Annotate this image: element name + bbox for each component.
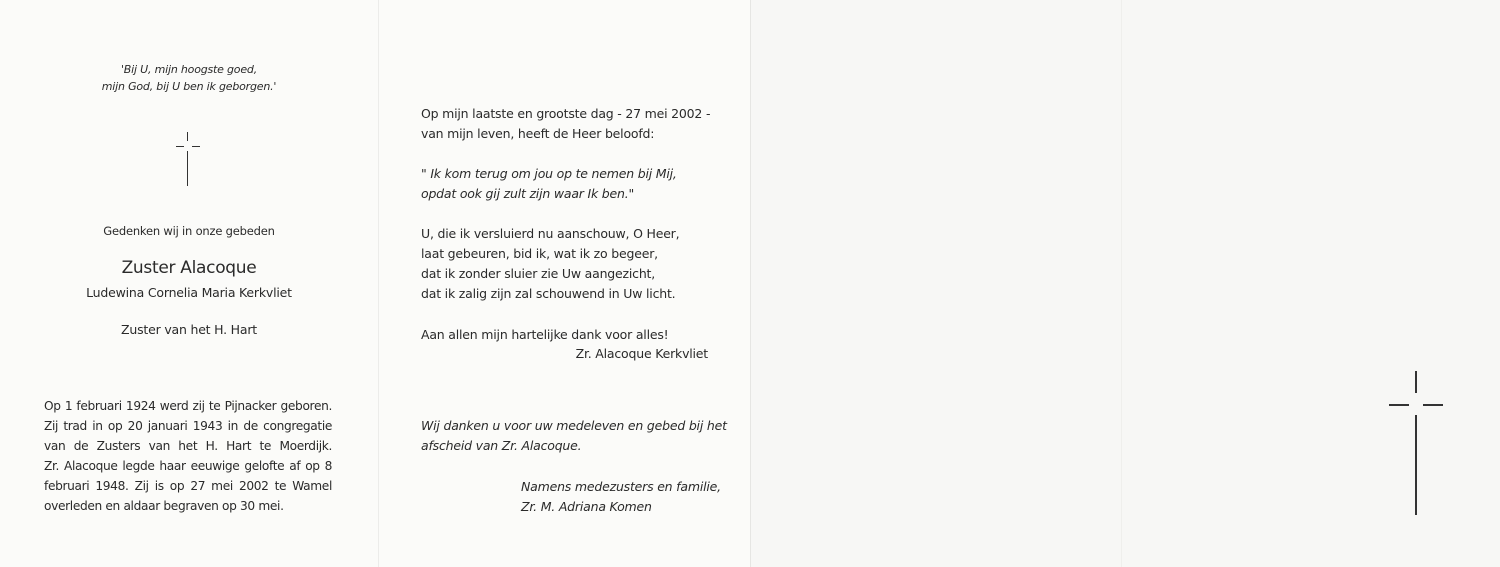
prayer-line: dat ik zonder sluier zie Uw aangezicht, xyxy=(421,266,656,281)
prayer-line: U, die ik versluierd nu aanschouw, O Heer, xyxy=(421,226,680,241)
bio-line: Zr. Alacoque legde haar eeuwige gelofte af op 8 xyxy=(44,459,332,473)
bio-line: februari 1948. Zij is op 27 mei 2002 te Wamel xyxy=(44,479,332,493)
signature: Zr. Alacoque Kerkvliet xyxy=(575,346,708,361)
intro-line-2: van mijn leven, heeft de Heer beloofd: xyxy=(421,126,655,141)
thanks-text: Aan allen mijn hartelijke dank voor alles! xyxy=(421,327,669,342)
prayer-line: laat gebeuren, bid ik, wat ik zo begeer, xyxy=(421,246,658,261)
signoff-line-2: Zr. M. Adriana Komen xyxy=(521,499,652,514)
bio-line: Op 1 februari 1924 werd zij te Pijnacker geboren. xyxy=(44,399,332,413)
closing-line-1: Wij danken u voor uw medeleven en gebed bij het xyxy=(421,418,727,433)
order-name: Zuster van het H. Hart xyxy=(121,322,257,337)
fold-crease xyxy=(1121,0,1122,567)
quote-line-2: mijn God, bij U ben ik geborgen.' xyxy=(101,80,277,93)
closing-line-2: afscheid van Zr. Alacoque. xyxy=(421,438,582,453)
full-name: Ludewina Cornelia Maria Kerkvliet xyxy=(86,285,292,300)
deceased-name: Zuster Alacoque xyxy=(121,258,257,278)
signoff-line-1: Namens medezusters en familie, xyxy=(521,479,721,494)
promise-line-2: opdat ook gij zult zijn waar Ik ben." xyxy=(421,186,635,201)
middle-panel xyxy=(378,0,751,567)
right-panel xyxy=(750,0,1500,567)
prayer-line: dat ik zalig zijn zal schouwend in Uw licht. xyxy=(421,286,676,301)
bio-line: van de Zusters van het H. Hart te Moerdijk. xyxy=(44,439,332,453)
left-panel xyxy=(0,0,378,567)
bio-line: Zij trad in op 20 januari 1943 in de congregatie xyxy=(44,419,332,433)
quote-line-1: 'Bij U, mijn hoogste goed, xyxy=(120,63,257,76)
promise-line-1: " Ik kom terug om jou op te nemen bij Mij, xyxy=(421,166,677,181)
intro-line-1: Op mijn laatste en grootste dag - 27 mei 2002 - xyxy=(421,106,711,121)
remember-text: Gedenken wij in onze gebeden xyxy=(103,224,275,238)
small-cross-icon xyxy=(176,132,200,186)
biography xyxy=(44,396,332,516)
bio-line: overleden en aldaar begraven op 30 mei. xyxy=(44,499,284,513)
large-cross-icon xyxy=(1389,371,1443,515)
